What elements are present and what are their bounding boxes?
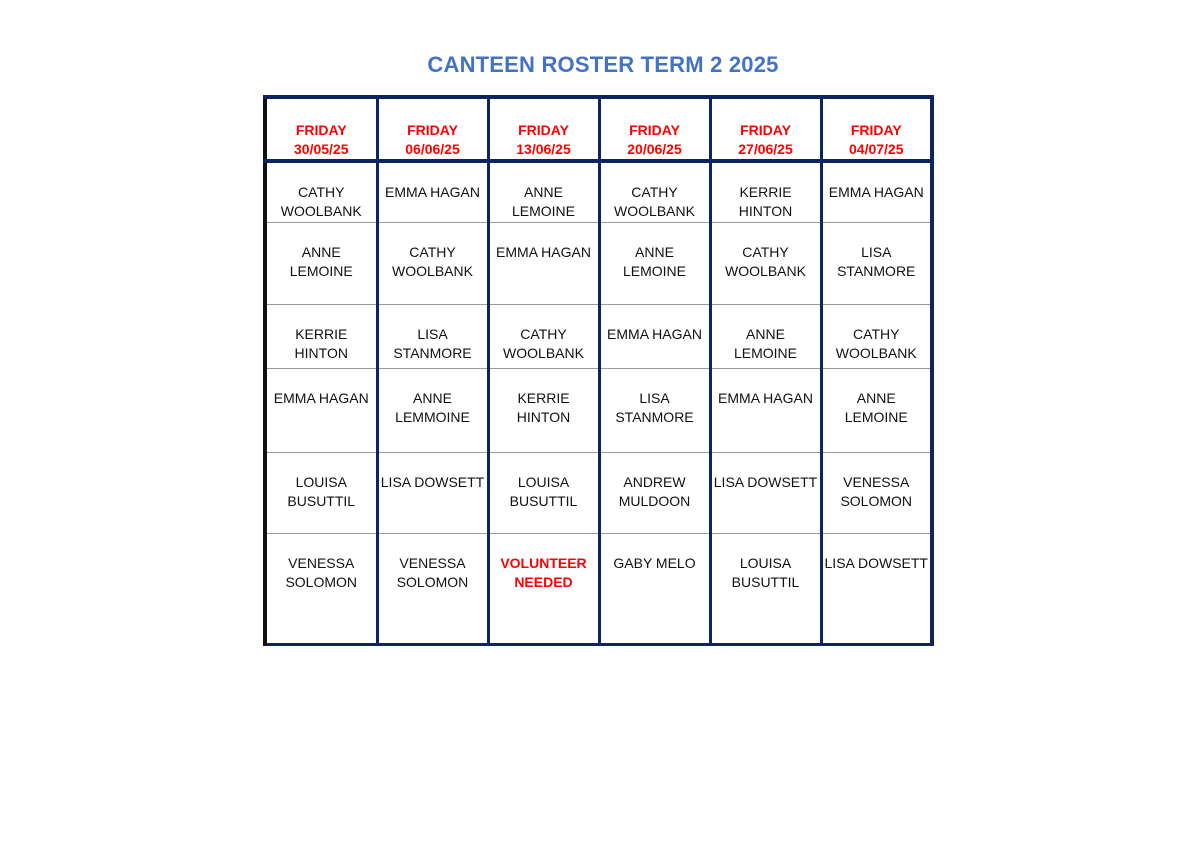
roster-cell: LISA STANMORE	[599, 369, 710, 453]
table-row	[265, 369, 932, 453]
roster-table	[263, 95, 934, 646]
roster-cell: LISA STANMORE	[377, 305, 488, 369]
roster-cell: CATHY WOOLBANK	[710, 223, 821, 305]
roster-cell: ANNE LEMOINE	[265, 223, 377, 305]
roster-cell: LISA DOWSETT	[710, 453, 821, 534]
table-row	[265, 305, 932, 369]
roster-cell: EMMA HAGAN	[599, 305, 710, 369]
roster-cell: LOUISA BUSUTTIL	[265, 453, 377, 534]
header-date: 27/06/25	[738, 141, 793, 157]
roster-cell: KERRIE HINTON	[265, 305, 377, 369]
header-day: FRIDAY	[295, 122, 347, 138]
roster-cell: EMMA HAGAN	[488, 223, 599, 305]
column-header	[265, 97, 377, 161]
table-row	[265, 534, 932, 645]
roster-cell: EMMA HAGAN	[265, 369, 377, 453]
roster-cell: EMMA HAGAN	[377, 161, 488, 223]
header-day: FRIDAY	[629, 122, 680, 138]
header-row	[265, 97, 932, 161]
page-title: CANTEEN ROSTER TERM 2 2025	[427, 52, 779, 77]
roster-cell: VENESSA SOLOMON	[377, 534, 488, 645]
column-header	[599, 97, 710, 161]
roster-cell: ANNE LEMOINE	[710, 305, 821, 369]
roster-cell: LOUISA BUSUTTIL	[710, 534, 821, 645]
header-day: FRIDAY	[850, 122, 902, 138]
roster-cell: VENESSA SOLOMON	[265, 534, 377, 645]
roster-cell: VENESSA SOLOMON	[821, 453, 932, 534]
roster-cell: ANNE LEMOINE	[488, 161, 599, 223]
header-day: FRIDAY	[740, 122, 791, 138]
header-date: 13/06/25	[516, 141, 571, 157]
roster-cell: CATHY WOOLBANK	[599, 161, 710, 223]
roster-cell: KERRIE HINTON	[710, 161, 821, 223]
header-day: FRIDAY	[407, 122, 458, 138]
column-header	[377, 97, 488, 161]
roster-cell: ANDREW MULDOON	[599, 453, 710, 534]
roster-cell: GABY MELO	[599, 534, 710, 645]
roster-cell	[488, 534, 599, 645]
roster-cell: ANNE LEMMOINE	[377, 369, 488, 453]
roster-cell: LISA DOWSETT	[821, 534, 932, 645]
column-header	[488, 97, 599, 161]
header-date: 20/06/25	[627, 141, 682, 157]
roster-cell: LISA DOWSETT	[377, 453, 488, 534]
header-date: 04/07/25	[849, 141, 904, 157]
table-row	[265, 453, 932, 534]
roster-cell: CATHY WOOLBANK	[265, 161, 377, 223]
header-date: 06/06/25	[405, 141, 460, 157]
roster-cell: ANNE LEMOINE	[599, 223, 710, 305]
roster-cell: CATHY WOOLBANK	[821, 305, 932, 369]
roster-cell: CATHY WOOLBANK	[377, 223, 488, 305]
volunteer-needed-label: VOLUNTEER NEEDED	[500, 555, 587, 590]
roster-cell: LOUISA BUSUTTIL	[488, 453, 599, 534]
header-date: 30/05/25	[294, 141, 349, 157]
roster-cell: EMMA HAGAN	[710, 369, 821, 453]
roster-cell: ANNE LEMOINE	[821, 369, 932, 453]
roster-cell: KERRIE HINTON	[488, 369, 599, 453]
header-day: FRIDAY	[518, 122, 569, 138]
column-header	[821, 97, 932, 161]
roster-cell: LISA STANMORE	[821, 223, 932, 305]
column-header	[710, 97, 821, 161]
table-row	[265, 223, 932, 305]
roster-cell: EMMA HAGAN	[821, 161, 932, 223]
table-row	[265, 161, 932, 223]
roster-cell: CATHY WOOLBANK	[488, 305, 599, 369]
